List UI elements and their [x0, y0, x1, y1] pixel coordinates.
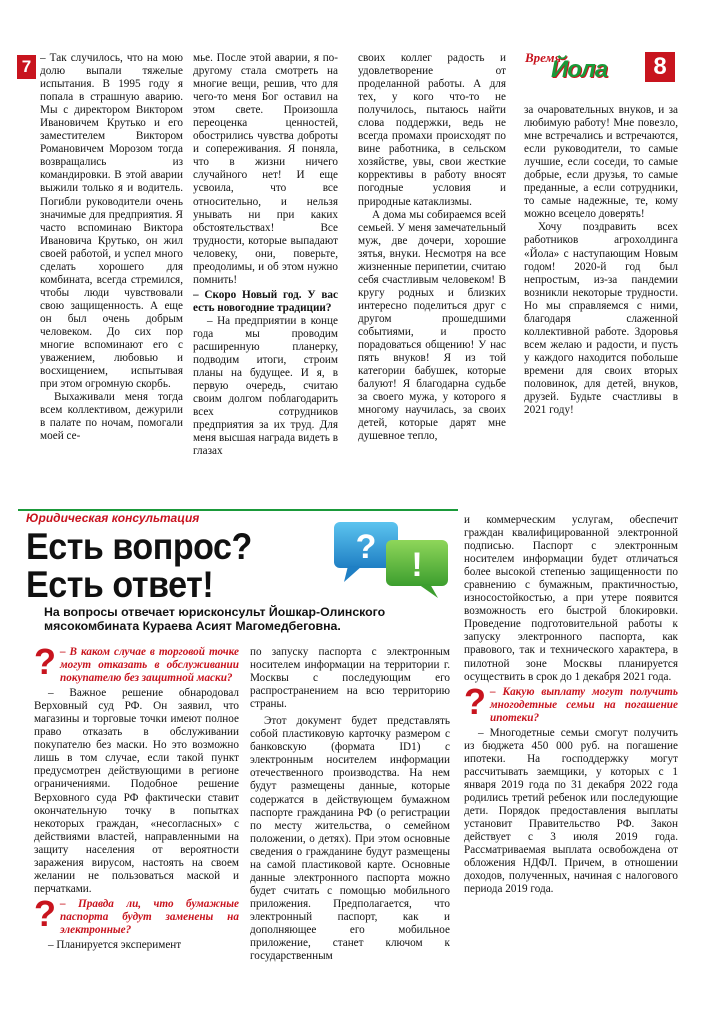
section-subtitle: На вопросы отвечает юрисконсульт Йошкар-Олинского мясокомбината Кураева Асият Магомедбеговна.: [44, 605, 386, 633]
bubble-exclamation-glyph: !: [411, 546, 423, 584]
brand-top-text: Время: [525, 50, 562, 65]
consult-column-1: [34, 646, 239, 1018]
question-text: – Правда ли, что бумажные паспорта будут заменены на электронные?: [60, 897, 239, 936]
article-column-2: [193, 52, 338, 502]
article-column-4: [524, 104, 678, 502]
question-mark-icon: ?: [34, 646, 56, 682]
article-column-1: [40, 52, 183, 502]
answer-paragraph: – Многодетные семьи смогут получить из бюджета 450 000 руб. на погашение ипотеки. На господдержку могут рассчитывать заемщики, у которых с 1 января 2019 года по 31 декабря 2022 года родились третий ребенок или последующие дети. Порядок предоставления выплаты установит Правительство РФ. Закон действует с 3 июля 2019 года. Рассматриваемая выплата освобождена от обложения НДФЛ. Причем, в отношении доходов, полученных, начиная с налогового периода 2019 года.: [464, 726, 678, 896]
bubble-question-glyph: ?: [355, 528, 377, 566]
title-line-1: Есть вопрос?: [26, 526, 252, 567]
answer-paragraph: – Важное решение обнародовал Верховный суд РФ. Он заявил, что магазины и торговые точки имеют полное право отказать в обслуживании покупателю без маски. Но это возможно лишь в том случае, если такой пункт предусмотрен действующими в регионе ограничениями. Подобное решение Верховного суда РФ фактически ставит окончательную точку в попытках некоторых граждан, «несогласных» с действиями властей, направленными на защиту населения от вероятности заражения вирусом, настоять на своем желании не пользоваться маской и перчатками.: [34, 687, 239, 895]
page-number: 8: [645, 52, 675, 82]
newspaper-logo: [525, 50, 643, 84]
interview-question: – Скоро Новый год. У вас есть новогодние традиции?: [193, 288, 338, 314]
article-column-3: [358, 52, 506, 502]
brand-main-text: Йола: [551, 56, 608, 83]
article-paragraph: своих коллег радость и удовлетворение от проделанной работы. А для тех, у кого что-то не получилось, пытаюсь найти слова поддержки, ведь не всегда промахи происходят по вине работника, в сельском хозяйстве, увы, свои жесткие коррективы в работу вносят погодные условия и природные катаклизмы.: [358, 52, 506, 208]
question-block: [34, 898, 239, 937]
answer-paragraph: – Планируется эксперимент: [48, 939, 182, 952]
question-block: [34, 646, 239, 685]
question-text: – Какую выплату могут получить многодетные семьи на погашение ипотеки?: [490, 685, 678, 724]
consult-column-3: [464, 514, 678, 1018]
consult-column-2: [250, 646, 450, 1018]
question-mark-icon: ?: [464, 685, 486, 722]
article-paragraph: – На предприятии в конце года мы проводим расширенную планерку, подводим итоги, строим планы на будущее. И я, в первую очередь, считаю своим долгом поблагодарить всех сотрудников предприятия за их труд. Для меня высшая награда видеть в глазах: [193, 314, 338, 458]
speech-bubbles-icon: [326, 518, 456, 600]
article-paragraph: А дома мы собираемся всей семьей. У меня замечательный муж, две дочери, хорошие зятья, внуки. Несмотря на все жизненные перипетии, считаю себя счастливым человеком! В кругу родных и близких интересно поделиться друг с другом прошедшими событиями, и просто порадоваться общению! У нас пять внуков! Я из той категории бабушек, которые балуют! Я благодарна судьбе за своего мужа, у которого я многому научилась, за своих детей, которые дарят мне душевное тепло,: [358, 208, 506, 443]
article-paragraph: Хочу поздравить всех работников агрохолдинга «Йола» с наступающим Новым годом! 2020-й год был непростым, из-за пандемии возникли некоторые трудности. Но мы справляемся с ними, благодаря слаженной коллективной работе. Здоровья всем желаю и радости, и пусть у каждого находится побольше времени для своих вторых половинок, для детей, внуков, друзей. Будьте счастливы в 2021 году!: [524, 221, 678, 417]
article-paragraph: Выхаживали меня тогда всем коллективом, дежурили в палате по ночам, помогали моей се-: [40, 391, 183, 443]
answer-paragraph: и коммерческим услугам, обеспечит граждан квалифицированной электронной подписью. Паспорт с электронным носителем информации будет отличаться более высокой степенью защищенности по сравнению с бумажным, практичностью, износостойкостью, а при утере появится возможность его быстрой блокировки. Проведение подготовительной работы к запуску электронного паспорта, как правового, так и технического характера, в пилотной зоне Москвы планируется осуществить в срок до 1 декабря 2021 года.: [464, 514, 678, 683]
article-paragraph: – Так случилось, что на мою долю выпали тяжелые испытания. В 1995 году я попала в страшную аварию. Мы с директором Виктором Ивановичем Крутько и его заместителем Виктором Романовичем Морозом тогда возвращались из командировки. В этой аварии выжили только я и водитель. Погибли руководители очень значимые для предприятия. Я часто вспоминаю Виктора Ивановича Крутько, он жил своей работой, и успел много сделать хорошего для комбината, всегда стремился, чтобы люди чувствовали свою защищенность. А еще он был очень добрым человеком. До сих пор многие вспоминают его с уважением, любовью и восхищением, испытывая при этом огромную скорбь.: [40, 52, 183, 391]
title-line-2: Есть ответ!: [26, 564, 214, 605]
answer-paragraph: Этот документ будет представлять собой пластиковую карточку размером с банковскую (формата ID1) с электронным носителем информации отечественного производства. На нем будут размещены данные, которые содержатся в действующем бумажном паспорте гражданина РФ (о регистрации по месту жительства, о семейном положении, о детях). При этом основные сведения о гражданине будут размещены на самой пластиковой карте. Основные данные электронного паспорта можно будет считать с помощью мобильного приложения. Предполагается, что электронный паспорт, как и дополняющее его мобильное приложение, станет ключом к государственным: [250, 715, 450, 963]
page-title: [26, 528, 252, 604]
answer-paragraph: по запуску паспорта с электронным носителем информации на территории г. Москвы с последующим его распространением на всю территорию страны.: [250, 646, 450, 711]
article-paragraph: мье. После этой аварии, я по-другому стала смотреть на многие вещи, решив, что для чего-то меня Бог оставил на этом свете. Произошла переоценка ценностей, обострились чувства доброты и сопереживания. Я поняла, что в жизни ничего случайного нет! И еще усвоила, что все относительно, и нельзя унывать ни при каких обстоятельствах! Все трудности, которые выпадают человеку, они, поверьте, преодолимы, и об этом нужно помнить!: [193, 52, 338, 286]
question-text: – В каком случае в торговой точке могут отказать в обслуживании покупателю без защитной маски?: [60, 646, 239, 685]
question-mark-icon: ?: [34, 897, 56, 934]
article-paragraph: за очаровательных внуков, и за любимую работу! Мне повезло, мне встречались и встречаются, если руководители, то самые лучшие, если соседи, то самые добрые, если друзья, то самые преданные, а если сотрудники, то самые надежные, те, кому можно всецело доверять!: [524, 104, 678, 221]
question-block: [464, 686, 678, 725]
prev-page-marker: 7: [17, 55, 36, 79]
exclamation-bubble: [386, 540, 448, 598]
section-label: Юридическая консультация: [26, 511, 200, 525]
